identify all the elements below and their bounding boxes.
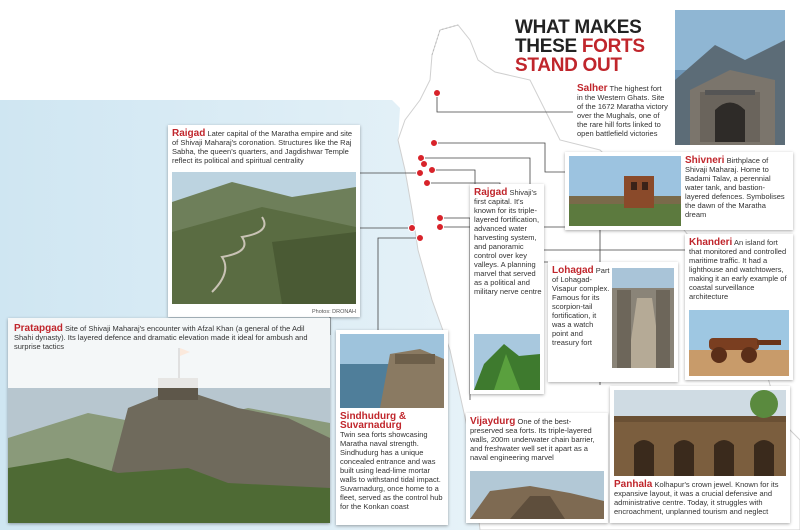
map-marker-sindhudurg[interactable] [416, 234, 424, 242]
fort-title-pratapgad: Pratapgad [14, 323, 63, 334]
map-marker-panhala[interactable] [436, 223, 444, 231]
card-raigad [168, 125, 360, 317]
map-marker-shivneri[interactable] [430, 139, 438, 147]
photo-shivneri [569, 156, 681, 226]
fort-desc-panhala: Kolhapur's crown jewel. Known for its expansive layout, it was a crucial defensive and administrative centre. Today, it struggles with encroachment, unplanned tourism and neglect [614, 480, 779, 516]
card-salher [573, 80, 673, 146]
fort-desc-rajgad: Shivaji's first capital. It's known for its triple-layered fortification, advanced water harvesting system, and panoramic control over key valleys. A planning marvel that served as a political and military nerve centre [474, 188, 542, 296]
fort-title-rajgad: Rajgad [474, 187, 508, 198]
fort-title-salher: Salher [577, 83, 608, 94]
photo-salher [675, 10, 785, 145]
headline-line1: WHAT MAKES [515, 17, 642, 38]
fort-title-vijaydurg: Vijaydurg [470, 416, 516, 427]
map-marker-vijaydurg[interactable] [436, 214, 444, 222]
headline-line3: STAND OUT [515, 55, 622, 76]
fort-desc-lohagad: Part of Lohagad-Visapur complex. Famous for its scorpion-tail fortification, it was a watch point and treasury fort [552, 266, 610, 347]
fort-title-raigad: Raigad [172, 128, 206, 139]
card-rajgad [470, 184, 544, 394]
fort-desc-sindhudurg: Twin sea forts showcasing Maratha naval strength. Sindhudurg has a unique concealed entrance and was built using lead-lime mortar walls to withstand tidal impact. Suvarnadurg, once home to a fleet, served as the control hub for the Konkan coast [340, 430, 443, 511]
card-panhala [610, 386, 790, 523]
fort-title-lohagad: Lohagad [552, 265, 594, 276]
card-shivneri [565, 152, 793, 230]
map-marker-raigad[interactable] [416, 169, 424, 177]
photo-panhala [614, 390, 786, 476]
map-marker-lohagad[interactable] [423, 179, 431, 187]
card-vijaydurg [466, 413, 608, 523]
fort-desc-salher: The highest fort in the Western Ghats. Site of the 1672 Maratha victory over the Mughals, one of the rare hill forts linked to open battlefield victories [577, 84, 668, 138]
headline-line2: THESE FORTS [515, 36, 645, 57]
card-pratapgad [8, 318, 330, 523]
map-marker-extra[interactable] [420, 160, 428, 168]
fort-desc-raigad: Later capital of the Maratha empire and site of Shivaji Maharaj's coronation. Structures like the Raj Sabha, the queen's quarters, and Jagdishwar Temple reflect its political and spiritual centrality [172, 129, 353, 165]
fort-title-shivneri: Shivneri [685, 155, 725, 166]
card-sindhudurg [336, 330, 448, 525]
photo-vijaydurg [470, 471, 604, 519]
card-lohagad [548, 262, 678, 382]
photo-credit: Photos: DRONAH [311, 309, 356, 315]
fort-desc-khanderi: An island fort that monitored and controlled maritime traffic. It had a lighthouse and watchtowers, making it an early example of coastal surveillance architecture [689, 238, 787, 301]
fort-desc-shivneri: Birthplace of Shivaji Maharaj. Home to Badami Talav, a perennial water tank, and bastion-layered defences. Symbolises the dawn of the Maratha dream [685, 156, 785, 219]
map-marker-salher[interactable] [433, 89, 441, 97]
fort-title-panhala: Panhala [614, 479, 653, 490]
fort-desc-vijaydurg: One of the best-preserved sea forts. Its triple-layered walls, 200m underwater chain barrier, and freshwater well set it apart as a naval engineering marvel [470, 417, 595, 462]
map-marker-pratapgad[interactable] [408, 224, 416, 232]
photo-lohagad [612, 268, 674, 368]
fort-title-khanderi: Khanderi [689, 237, 733, 248]
fort-title-sindhudurg: Sindhudurg & Suvarnadurg [340, 411, 407, 431]
headline [515, 18, 685, 75]
photo-raigad [172, 172, 356, 304]
photo-sindhudurg [340, 334, 444, 408]
fort-desc-pratapgad: Site of Shivaji Maharaj's encounter with Afzal Khan (a general of the Adil Shahi dynasty). Its layered defence and dramatic elevation made it ideal for ambush and surprise tactics [14, 324, 308, 351]
card-khanderi [685, 234, 793, 380]
map-marker-rajgad[interactable] [428, 166, 436, 174]
photo-khanderi [689, 310, 789, 376]
photo-rajgad [474, 334, 540, 390]
